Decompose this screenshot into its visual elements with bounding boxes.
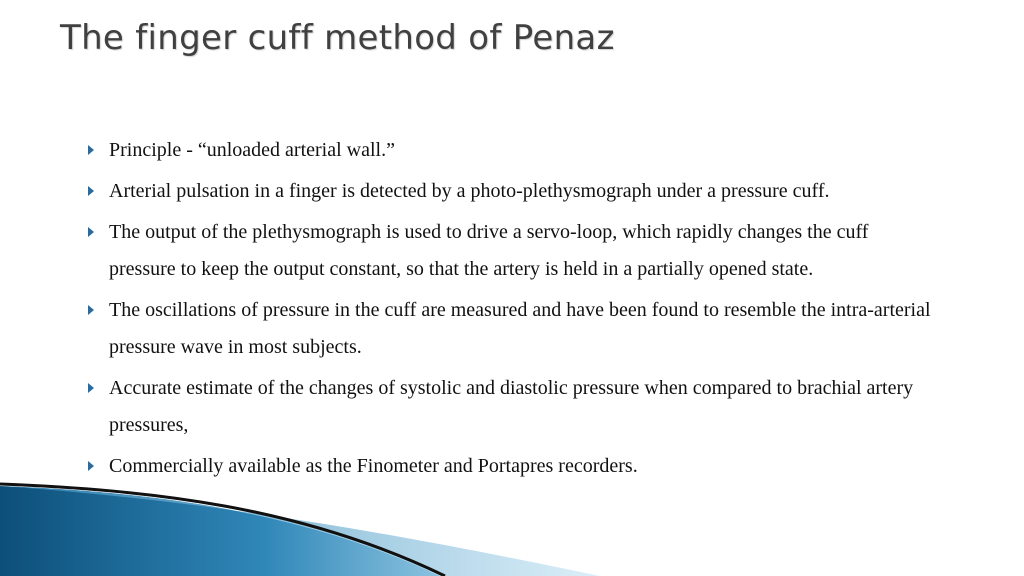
bullet-list xyxy=(88,132,938,489)
bullet-text: The oscillations of pressure in the cuff are measured and have been found to resemble the intra-arterial pressure wave in most subjects. xyxy=(109,299,931,358)
bullet-text: Arterial pulsation in a finger is detected by a photo-plethysmograph under a pressure cuff. xyxy=(109,180,830,202)
wave-band-light xyxy=(0,486,600,576)
bullet-arrow-icon xyxy=(88,305,94,315)
bullet-arrow-icon xyxy=(88,145,94,155)
bullet-item xyxy=(88,214,938,288)
bullet-arrow-icon xyxy=(88,227,94,237)
bullet-item xyxy=(88,292,938,366)
bullet-item xyxy=(88,370,938,444)
bullet-item xyxy=(88,132,938,169)
bullet-text: The output of the plethysmograph is used to drive a servo-loop, which rapidly changes the cuff pressure to keep the output constant, so that the artery is held in a partially opened state. xyxy=(109,221,869,280)
bullet-arrow-icon xyxy=(88,383,94,393)
bullet-arrow-icon xyxy=(88,186,94,196)
bullet-text: Principle - “unloaded arterial wall.” xyxy=(109,139,395,161)
slide-title: The finger cuff method of Penaz xyxy=(60,18,615,58)
wave-band-dark xyxy=(0,486,440,576)
bullet-text: Commercially available as the Finometer and Portapres recorders. xyxy=(109,455,638,477)
bullet-item xyxy=(88,448,938,485)
wave-line-black xyxy=(0,484,445,576)
bullet-item xyxy=(88,173,938,210)
bullet-arrow-icon xyxy=(88,461,94,471)
bullet-text: Accurate estimate of the changes of systolic and diastolic pressure when compared to brachial artery pressures, xyxy=(109,377,914,436)
